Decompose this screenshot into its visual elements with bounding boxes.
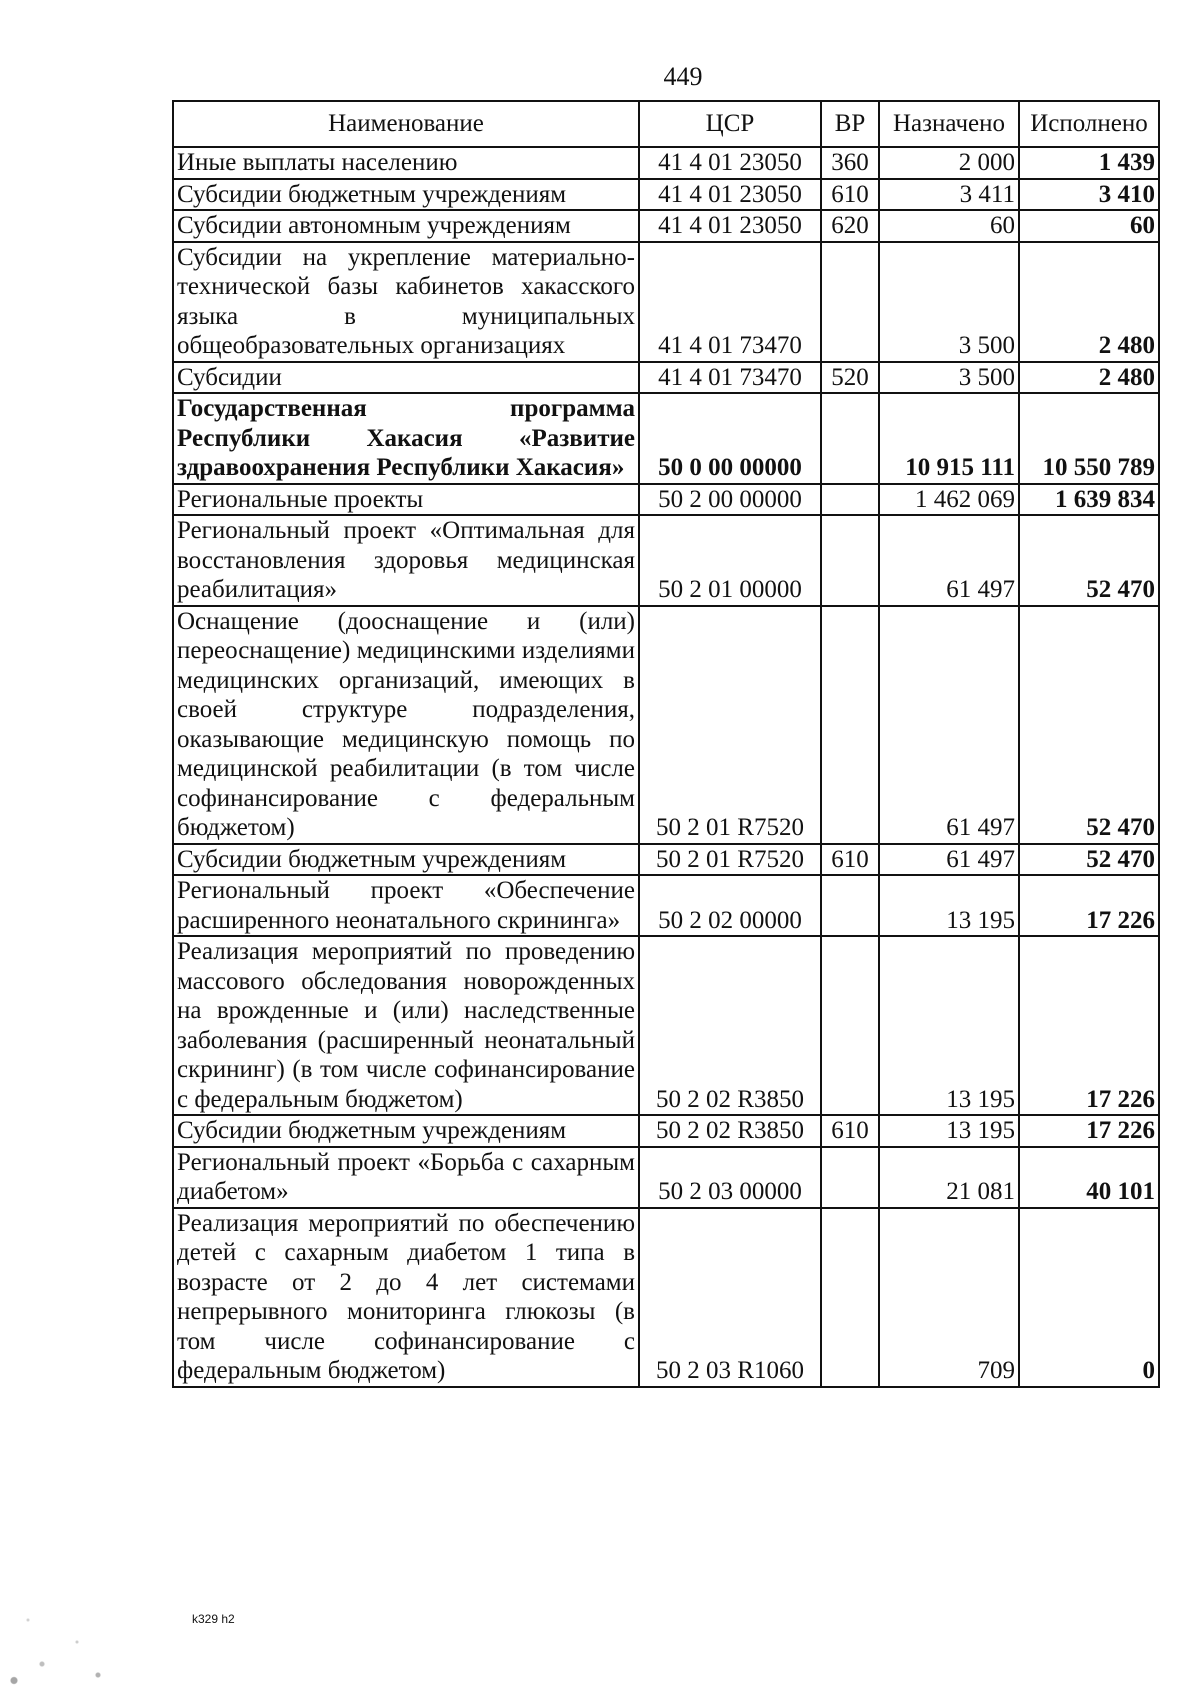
cell-name: Субсидии автономным учреждениям — [173, 210, 639, 242]
cell-executed: 17 226 — [1019, 1115, 1159, 1147]
table-row — [173, 606, 1159, 844]
cell-csr: 41 4 01 23050 — [639, 210, 821, 242]
cell-name: Региональный проект «Оптимальная для восстановления здоровья медицинская реабилитация» — [173, 515, 639, 606]
table-row — [173, 210, 1159, 242]
cell-name: Оснащение (дооснащение и (или) переоснащение) медицинскими изделиями медицинских организаций, имеющих в своей структуре подразделения, оказывающие медицинскую помощь по медицинской реабилитации (в том числе софинансирование с федеральным бюджетом) — [173, 606, 639, 844]
cell-vr — [821, 606, 879, 844]
cell-assigned: 61 497 — [879, 844, 1019, 876]
cell-vr — [821, 1208, 879, 1387]
cell-assigned: 13 195 — [879, 936, 1019, 1115]
cell-csr: 50 2 01 R7520 — [639, 844, 821, 876]
cell-assigned: 13 195 — [879, 1115, 1019, 1147]
cell-name: Субсидии — [173, 362, 639, 394]
cell-executed: 60 — [1019, 210, 1159, 242]
cell-csr: 50 0 00 00000 — [639, 393, 821, 484]
cell-assigned: 3 500 — [879, 242, 1019, 362]
table-row — [173, 147, 1159, 179]
cell-executed: 17 226 — [1019, 875, 1159, 936]
cell-executed: 52 470 — [1019, 515, 1159, 606]
cell-assigned: 709 — [879, 1208, 1019, 1387]
cell-name: Региональный проект «Обеспечение расширенного неонатального скрининга» — [173, 875, 639, 936]
cell-executed: 17 226 — [1019, 936, 1159, 1115]
cell-csr: 41 4 01 73470 — [639, 242, 821, 362]
header-executed: Исполнено — [1019, 101, 1159, 147]
header-assigned: Назначено — [879, 101, 1019, 147]
cell-assigned: 61 497 — [879, 515, 1019, 606]
scan-artifact — [0, 1576, 140, 1686]
cell-assigned: 61 497 — [879, 606, 1019, 844]
cell-vr: 610 — [821, 179, 879, 211]
page-number: 449 — [663, 62, 703, 91]
cell-name: Субсидии на укрепление материально-технической базы кабинетов хакасского языка в муниципальных общеобразовательных организациях — [173, 242, 639, 362]
cell-name: Субсидии бюджетным учреждениям — [173, 179, 639, 211]
cell-csr: 50 2 01 00000 — [639, 515, 821, 606]
table-row — [173, 1147, 1159, 1208]
table-row — [173, 844, 1159, 876]
header-csr: ЦСР — [639, 101, 821, 147]
cell-assigned: 10 915 111 — [879, 393, 1019, 484]
cell-assigned: 60 — [879, 210, 1019, 242]
cell-executed: 1 439 — [1019, 147, 1159, 179]
cell-vr — [821, 393, 879, 484]
cell-name: Иные выплаты населению — [173, 147, 639, 179]
table-row — [173, 936, 1159, 1115]
cell-name: Региональный проект «Борьба с сахарным диабетом» — [173, 1147, 639, 1208]
cell-csr: 50 2 02 R3850 — [639, 936, 821, 1115]
header-name: Наименование — [173, 101, 639, 147]
cell-name: Субсидии бюджетным учреждениям — [173, 1115, 639, 1147]
cell-csr: 50 2 01 R7520 — [639, 606, 821, 844]
cell-csr: 50 2 02 R3850 — [639, 1115, 821, 1147]
cell-executed: 52 470 — [1019, 844, 1159, 876]
cell-vr: 620 — [821, 210, 879, 242]
cell-executed: 2 480 — [1019, 242, 1159, 362]
cell-assigned: 3 500 — [879, 362, 1019, 394]
table-row — [173, 179, 1159, 211]
table-row — [173, 1115, 1159, 1147]
cell-name: Государственная программа Республики Хакасия «Развитие здравоохранения Республики Хакасия» — [173, 393, 639, 484]
cell-vr — [821, 515, 879, 606]
cell-executed: 0 — [1019, 1208, 1159, 1387]
cell-csr: 50 2 03 R1060 — [639, 1208, 821, 1387]
cell-vr: 610 — [821, 1115, 879, 1147]
footer-mark: k329 h2 — [192, 1612, 235, 1626]
cell-csr: 50 2 00 00000 — [639, 484, 821, 516]
cell-assigned: 21 081 — [879, 1147, 1019, 1208]
cell-executed: 2 480 — [1019, 362, 1159, 394]
cell-vr — [821, 484, 879, 516]
table-row — [173, 875, 1159, 936]
cell-vr: 610 — [821, 844, 879, 876]
table-row — [173, 362, 1159, 394]
cell-name: Реализация мероприятий по обеспечению детей с сахарным диабетом 1 типа в возрасте от 2 до 4 лет системами непрерывного мониторинга глюкозы (в том числе софинансирование с федеральным бюджетом) — [173, 1208, 639, 1387]
cell-name: Реализация мероприятий по проведению массового обследования новорожденных на врожденные и (или) наследственные заболевания (расширенный неонатальный скрининг) (в том числе софинансирование с федеральным бюджетом) — [173, 936, 639, 1115]
cell-csr: 41 4 01 23050 — [639, 179, 821, 211]
cell-executed: 10 550 789 — [1019, 393, 1159, 484]
cell-csr: 41 4 01 23050 — [639, 147, 821, 179]
cell-csr: 41 4 01 73470 — [639, 362, 821, 394]
cell-vr: 360 — [821, 147, 879, 179]
cell-vr — [821, 242, 879, 362]
cell-vr: 520 — [821, 362, 879, 394]
cell-assigned: 3 411 — [879, 179, 1019, 211]
cell-executed: 3 410 — [1019, 179, 1159, 211]
table-row — [173, 515, 1159, 606]
table-header-row — [173, 101, 1159, 147]
cell-name: Региональные проекты — [173, 484, 639, 516]
cell-assigned: 2 000 — [879, 147, 1019, 179]
budget-table — [172, 100, 1160, 1388]
header-vr: ВР — [821, 101, 879, 147]
cell-name: Субсидии бюджетным учреждениям — [173, 844, 639, 876]
table-row — [173, 393, 1159, 484]
cell-vr — [821, 875, 879, 936]
table-row — [173, 484, 1159, 516]
table-row — [173, 242, 1159, 362]
table-row — [173, 1208, 1159, 1387]
cell-csr: 50 2 03 00000 — [639, 1147, 821, 1208]
cell-assigned: 13 195 — [879, 875, 1019, 936]
cell-executed: 1 639 834 — [1019, 484, 1159, 516]
cell-executed: 52 470 — [1019, 606, 1159, 844]
cell-vr — [821, 936, 879, 1115]
cell-csr: 50 2 02 00000 — [639, 875, 821, 936]
cell-assigned: 1 462 069 — [879, 484, 1019, 516]
cell-executed: 40 101 — [1019, 1147, 1159, 1208]
cell-vr — [821, 1147, 879, 1208]
